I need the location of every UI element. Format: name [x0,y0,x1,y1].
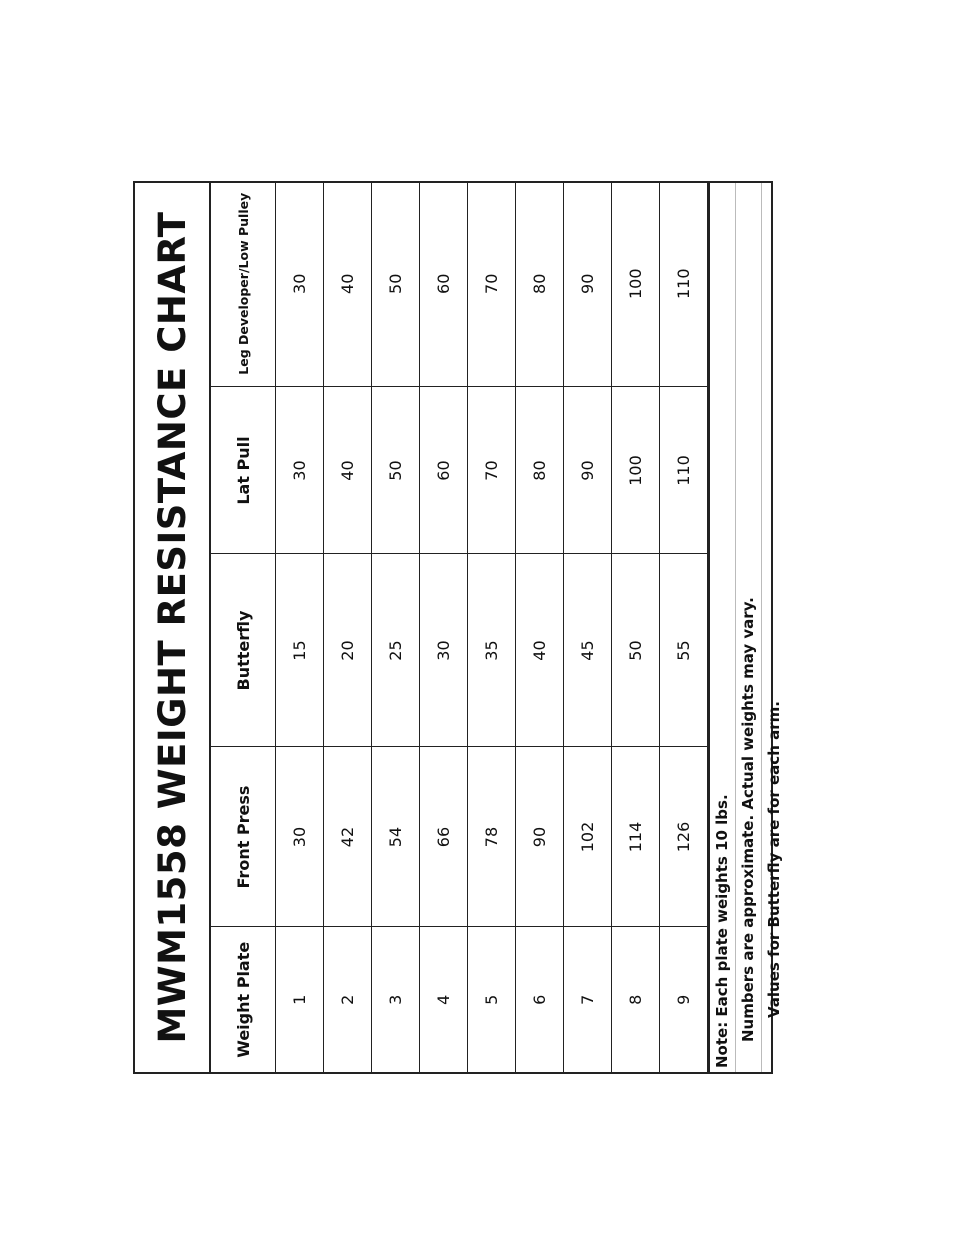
cell: 90 [516,747,564,927]
resistance-table [211,181,708,1072]
cell: 100 [612,387,660,554]
cell: 2 [324,927,372,1072]
cell: 1 [276,927,324,1072]
notes-section [708,183,787,1072]
table-row [420,181,468,1072]
table-row [276,181,324,1072]
note-line-butterfly: Values for Butterfly are for each arm. [765,701,783,1018]
cell: 42 [324,747,372,927]
cell: 90 [564,181,612,387]
cell: 110 [660,181,708,387]
cell: 55 [660,554,708,747]
col-header-lat-pull: Lat Pull [211,387,276,554]
table-row [660,181,708,1072]
cell: 50 [372,387,420,554]
cell: 30 [420,554,468,747]
table-row [468,181,516,1072]
cell: 60 [420,181,468,387]
cell: 6 [516,927,564,1072]
cell: 110 [660,387,708,554]
cell: 4 [420,927,468,1072]
cell: 50 [372,181,420,387]
cell: 45 [564,554,612,747]
cell: 70 [468,181,516,387]
table-row [324,181,372,1072]
cell: 90 [564,387,612,554]
cell: 40 [324,181,372,387]
table-row [612,181,660,1072]
cell: 3 [372,927,420,1072]
cell: 30 [276,181,324,387]
chart-title: MWM1558 WEIGHT RESISTANCE CHART [135,183,211,1072]
cell: 40 [516,554,564,747]
cell: 5 [468,927,516,1072]
table-row [516,181,564,1072]
cell: 30 [276,387,324,554]
table-row [372,181,420,1072]
cell: 35 [468,554,516,747]
cell: 60 [420,387,468,554]
cell: 15 [276,554,324,747]
col-header-front-press: Front Press [211,747,276,927]
cell: 25 [372,554,420,747]
cell: 54 [372,747,420,927]
cell: 40 [324,387,372,554]
cell: 80 [516,181,564,387]
cell: 78 [468,747,516,927]
cell: 50 [612,554,660,747]
cell: 80 [516,387,564,554]
cell: 20 [324,554,372,747]
header-row [211,181,276,1072]
cell: 102 [564,747,612,927]
table-row [564,181,612,1072]
col-header-weight-plate: Weight Plate [211,927,276,1072]
cell: 9 [660,927,708,1072]
cell: 8 [612,927,660,1072]
note-line-plate-weight: Note: Each plate weights 10 lbs. [710,183,736,1072]
cell: 126 [660,747,708,927]
resistance-chart-sheet [133,181,783,1074]
cell: 7 [564,927,612,1072]
cell: 100 [612,181,660,387]
note-line-approximate: Numbers are approximate. Actual weights may vary. [736,183,762,1072]
cell: 70 [468,387,516,554]
col-header-leg-developer: Leg Developer/Low Pulley [211,181,276,387]
cell: 30 [276,747,324,927]
col-header-butterfly: Butterfly [211,554,276,747]
cell: 114 [612,747,660,927]
cell: 66 [420,747,468,927]
